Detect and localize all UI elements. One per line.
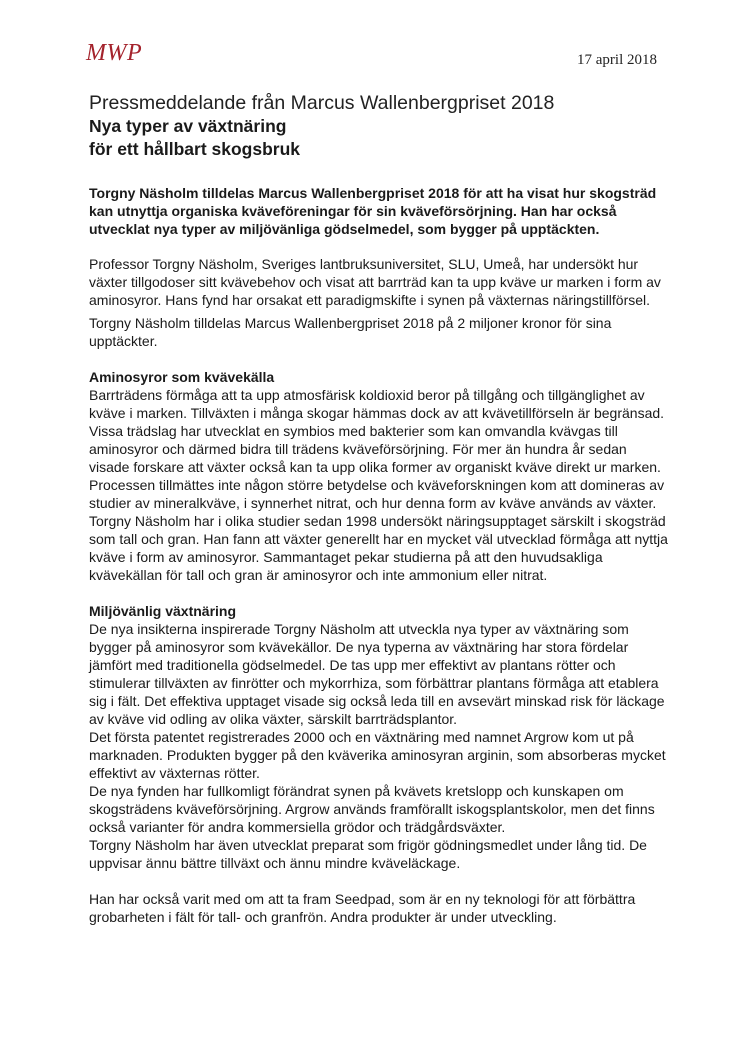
lead-paragraph: Torgny Näsholm tilldelas Marcus Wallenbergpriset 2018 för att ha visat hur skogsträd kan utnyttja organiska kväveföreningar för sin kväveförsörjning. Han har också utvecklat nya typer av miljövänliga gödselmedel, som bygger på upptäckten. — [89, 185, 657, 237]
intro-paragraph-1: Professor Torgny Näsholm, Sveriges lantbruksuniversitet, SLU, Umeå, har undersökt hur växter tillgodoser sitt kvävebehov och visat att barrträd kan ta upp kväve ur marken i form av aminosyror. Hans fynd har orsakat ett paradigmskifte i synen på växternas näringstillförsel. — [89, 256, 661, 308]
section2-paragraph-3: De nya fynden har fullkomligt förändrat synen på kvävets kretslopp och kunskapen om skogsträdens kväveförsörjning. Argrow används framförallt iskogsplantskolor, men det finns också varianter för andra kommersiella grödor och trädgårdsväxter. — [89, 783, 655, 835]
mwp-logo: MWP — [86, 40, 143, 66]
document-body — [89, 91, 669, 926]
headline-line-1: Nya typer av växtnäring — [89, 116, 287, 136]
section2-paragraph-5: Han har också varit med om att ta fram Seedpad, som är en ny teknologi för att förbättra grobarheten i fält för tall- och granfrön. Andra produkter är under utveckling. — [89, 891, 636, 925]
section1-paragraph-2: Torgny Näsholm har i olika studier sedan 1998 undersökt näringsupptaget särskilt i skogsträd som tall och gran. Han fann att växter generellt har en mycket väl utvecklad förmåga att nyttja kväve i form av aminosyror. Sammantaget pekar studierna på att den huvudsakliga kvävekällan för tall och gran är aminosyror och inte ammonium eller nitrat. — [89, 513, 668, 583]
section1-paragraph-1: Barrträdens förmåga att ta upp atmosfärisk koldioxid beror på tillgång och tillgänglighet av kväve i marken. Tillväxten i många skogar hämmas dock av att kvävetillförseln är begränsad. Vissa trädslag har utvecklat en symbios med bakterier som kan omvandla kvävgas till aminosyror och därmed bidra till trädens kväveförsörjning. För mer än hundra år sedan visade forskare att växter också kan ta upp olika former av organiskt kväve direkt ur marken. Processen tillmättes inte någon större betydelse och kväveforskningen kom att domineras av studier av mineralkväve, i synnerhet nitrat, och hur denna form av kväve används av växter. — [89, 387, 665, 511]
intro-paragraph-2: Torgny Näsholm tilldelas Marcus Wallenbergpriset 2018 på 2 miljoner kronor för sina upptäckter. — [89, 315, 612, 349]
section2-paragraph-2: Det första patentet registrerades 2000 och en växtnäring med namnet Argrow kom ut på marknaden. Produkten bygger på den kväverika aminosyran arginin, som absorberas mycket effektivt av växternas rötter. — [89, 729, 666, 781]
document-date: 17 april 2018 — [577, 52, 657, 68]
section2-paragraph-4: Torgny Näsholm har även utvecklat preparat som frigör gödningsmedlet under lång tid. De uppvisar ännu bättre tillväxt och ännu mindre kväveläckage. — [89, 837, 647, 871]
section-heading-miljovanlig: Miljövänlig växtnäring — [89, 603, 237, 619]
section2-paragraph-1: De nya insikterna inspirerade Torgny Näsholm att utveckla nya typer av växtnäring som bygger på aminosyror som kvävekällor. De nya typerna av växtnäring har stora fördelar jämfört med traditionella gödselmedel. De tas upp mer effektivt av plantans rötter och stimulerar tillväxten av finrötter och mykorrhiza, som förbättrar plantans förmåga att etablera sig i fält. Det effektiva upptaget visade sig också leda till en avsevärt minskad risk för läckage av kväve vid odling av olika växter, särskilt barrträdsplantor. — [89, 621, 665, 727]
press-release-title: Pressmeddelande från Marcus Wallenbergpriset 2018 — [89, 92, 555, 114]
headline-line-2: för ett hållbart skogsbruk — [89, 139, 301, 159]
section-heading-aminosyror: Aminosyror som kvävekälla — [89, 369, 275, 385]
